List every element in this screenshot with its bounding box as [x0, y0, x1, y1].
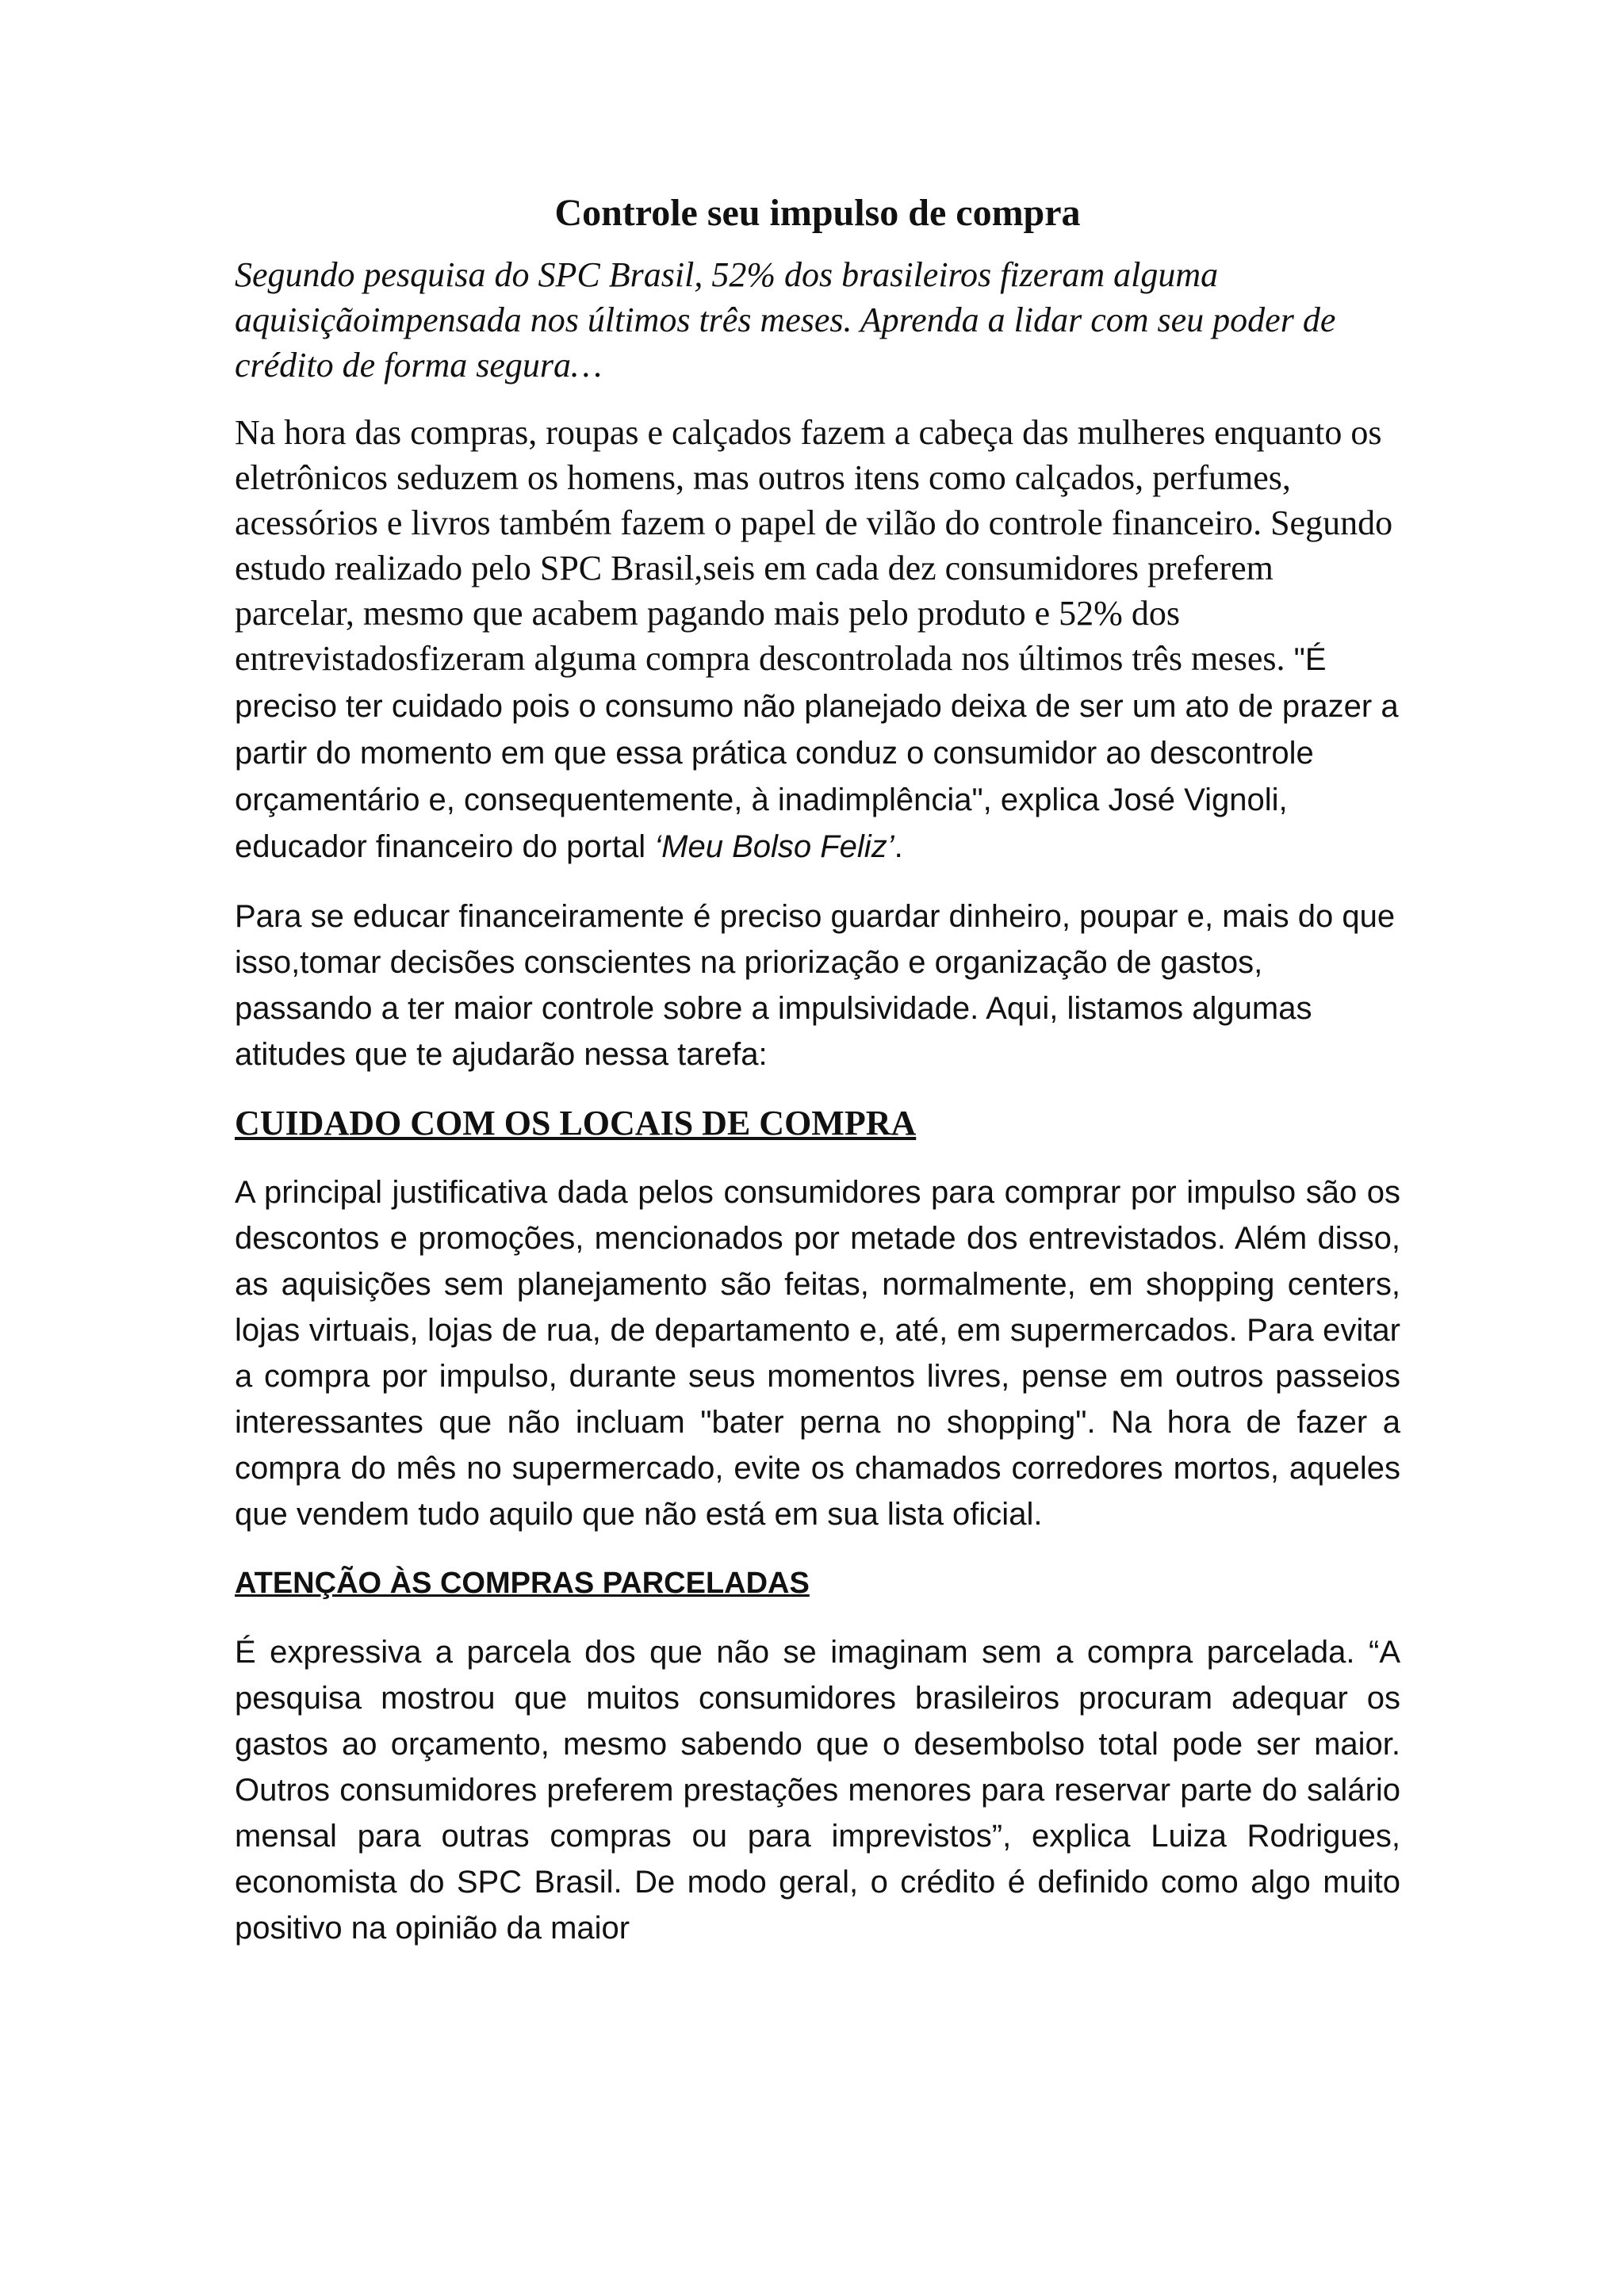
article-title: Controle seu impulso de compra [554, 192, 1081, 234]
article-lead: Segundo pesquisa do SPC Brasil, 52% dos brasileiros fizeram alguma aquisiçãoimpensada nos últimos três meses. Aprenda a lidar com seu poder de crédito de forma segura… [235, 255, 1336, 385]
paragraph-intro-end: . [894, 829, 903, 864]
paragraph-intro [235, 410, 1400, 870]
paragraph-intro-quote: "É preciso ter cuidado pois o consumo não planejado deixa de ser um ato de prazer a partir do momento em que essa prática conduz o consumidor ao descontrole orçamentário e, consequentemente, à inadimplência", explica José Vignoli, educador financeiro do portal [235, 642, 1399, 864]
document-body [235, 190, 1400, 1975]
paragraph-intro-serif: Na hora das compras, roupas e calçados fazem a cabeça das mulheres enquanto os eletrônicos seduzem os homens, mas outros itens como calçados, perfumes, acessórios e livros também fazem o papel de vilão do controle financeiro. Segundo estudo realizado pelo SPC Brasil,seis em cada dez consumidores preferem parcelar, mesmo que acabem pagando mais pelo produto e 52% dos entrevistadosfizeram alguma compra descontrolada nos últimos três meses. [235, 413, 1393, 678]
section-body-parceladas: É expressiva a parcela dos que não se imaginam sem a compra parcelada. “A pesquisa mostrou que muitos consumidores brasileiros procuram adequar os gastos ao orçamento, mesmo sabendo que o desembolso total pode ser maior. Outros consumidores preferem prestações menores para reservar parte do salário mensal para outras compras ou para imprevistos”, explica Luiza Rodrigues, economista do SPC Brasil. De modo geral, o crédito é definido como algo muito positivo na opinião da maior [235, 1635, 1400, 1946]
paragraph-education: Para se educar financeiramente é preciso guardar dinheiro, poupar e, mais do que isso,tomar decisões conscientes na priorização e organização de gastos, passando a ter maior controle sobre a impulsividade. Aqui, listamos algumas atitudes que te ajudarão nessa tarefa: [235, 899, 1396, 1072]
section-body-locais: A principal justificativa dada pelos consumidores para comprar por impulso são os descontos e promoções, mencionados por metade dos entrevistados. Além disso, as aquisições sem planejamento são feitas, normalmente, em shopping centers, lojas virtuais, lojas de rua, de departamento e, até, em supermercados. Para evitar a compra por impulso, durante seus momentos livres, pense em outros passeios interessantes que não incluam "bater perna no shopping". Na hora de fazer a compra do mês no supermercado, evite os chamados corredores mortos, aqueles que vendem tudo aquilo que não está em sua lista oficial. [235, 1175, 1400, 1532]
section-heading-parceladas: ATENÇÃO ÀS COMPRAS PARCELADAS [235, 1567, 810, 1600]
section-heading-locais: CUIDADO COM OS LOCAIS DE COMPRA [235, 1104, 917, 1142]
portal-name: ‘Meu Bolso Feliz’ [654, 829, 894, 864]
